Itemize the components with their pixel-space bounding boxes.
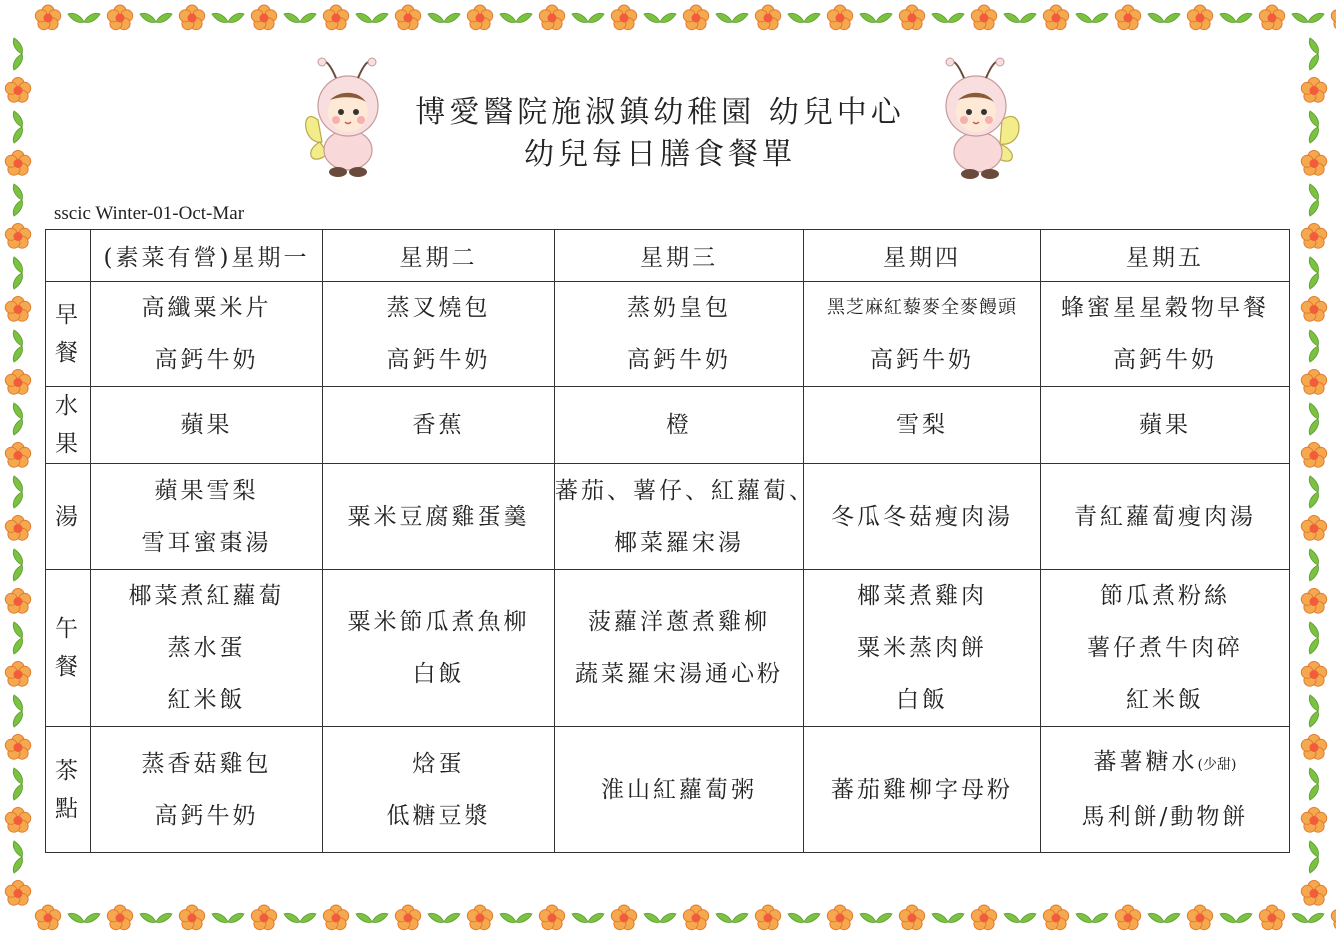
leaf-icon [428, 13, 460, 22]
leaf-icon [1309, 111, 1318, 143]
leaf-icon [572, 13, 604, 22]
menu-cell: 蘋果 [1041, 387, 1290, 464]
flower-icon [5, 589, 30, 614]
flower-icon [1301, 370, 1326, 395]
corner-cell [46, 230, 91, 282]
row-label: 早 餐 [46, 282, 91, 387]
flower-icon [1043, 5, 1068, 30]
leaf-icon [1309, 403, 1318, 435]
flower-icon [1301, 662, 1326, 687]
leaf-icon [356, 13, 388, 22]
menu-cell: 蘋果 [91, 387, 323, 464]
leaf-icon [1076, 913, 1108, 922]
leaf-icon [1309, 476, 1318, 508]
flower-icon [5, 370, 30, 395]
flower-icon [251, 905, 276, 930]
leaf-icon [428, 913, 460, 922]
flower-icon [755, 905, 780, 930]
flower-icon [107, 5, 132, 30]
leaf-icon [500, 13, 532, 22]
leaf-icon [13, 768, 22, 800]
menu-cell: 粟米豆腐雞蛋羹 [323, 464, 555, 570]
leaf-icon [68, 13, 100, 22]
leaf-icon [1292, 913, 1324, 922]
menu-cell: 蕃茄雞柳字母粉 [804, 727, 1041, 853]
flower-icon [1115, 905, 1140, 930]
flower-icon [1301, 881, 1326, 906]
leaf-icon [788, 13, 820, 22]
leaf-icon [572, 913, 604, 922]
menu-cell: 香蕉 [323, 387, 555, 464]
menu-cell: 椰菜煮紅蘿蔔 蒸水蛋 紅米飯 [91, 570, 323, 727]
menu-cell: 雪梨 [804, 387, 1041, 464]
leaf-icon [13, 330, 22, 362]
flower-icon [827, 5, 852, 30]
leaf-icon [788, 913, 820, 922]
leaf-icon [13, 403, 22, 435]
leaf-icon [13, 841, 22, 873]
leaf-icon [1309, 257, 1318, 289]
row-label: 水 果 [46, 387, 91, 464]
flower-icon [5, 735, 30, 760]
leaf-icon [13, 184, 22, 216]
table-row-fruit [46, 387, 1290, 464]
table-row-soup [46, 464, 1290, 570]
flower-icon [323, 5, 348, 30]
flower-icon [1259, 905, 1284, 930]
leaf-icon [1309, 622, 1318, 654]
leaf-icon [13, 38, 22, 70]
menu-cell: 蜂蜜星星穀物早餐 高鈣牛奶 [1041, 282, 1290, 387]
flower-icon [5, 808, 30, 833]
day-header: 星期三 [555, 230, 804, 282]
flower-icon [827, 905, 852, 930]
leaf-icon [356, 913, 388, 922]
flower-icon [1301, 443, 1326, 468]
leaf-icon [932, 913, 964, 922]
menu-cell: 節瓜煮粉絲 薯仔煮牛肉碎 紅米飯 [1041, 570, 1290, 727]
sweetness-note: (少甜) [1197, 757, 1237, 773]
flower-icon [755, 5, 780, 30]
row-label: 茶 點 [46, 727, 91, 853]
leaf-icon [1309, 549, 1318, 581]
flower-icon [971, 5, 996, 30]
flower-icon [1187, 5, 1212, 30]
flower-icon [1301, 297, 1326, 322]
leaf-icon [1220, 913, 1252, 922]
menu-cell: 椰菜煮雞肉 粟米蒸肉餅 白飯 [804, 570, 1041, 727]
row-label: 午 餐 [46, 570, 91, 727]
flower-icon [1301, 735, 1326, 760]
flower-icon [1301, 78, 1326, 103]
leaf-icon [1220, 13, 1252, 22]
flower-icon [611, 905, 636, 930]
flower-icon [35, 905, 60, 930]
menu-cell: 蒸叉燒包 高鈣牛奶 [323, 282, 555, 387]
leaf-icon [284, 13, 316, 22]
flower-icon [251, 5, 276, 30]
flower-icon [395, 905, 420, 930]
flower-icon [1301, 516, 1326, 541]
page-title [340, 92, 980, 176]
leaf-icon [716, 913, 748, 922]
leaf-icon [13, 622, 22, 654]
menu-cell: 高纖粟米片 高鈣牛奶 [91, 282, 323, 387]
menu-cell: 蒸奶皇包 高鈣牛奶 [555, 282, 804, 387]
flower-icon [395, 5, 420, 30]
leaf-icon [1004, 913, 1036, 922]
menu-code-label: sscic Winter-01-Oct-Mar [54, 203, 245, 224]
leaf-icon [1309, 330, 1318, 362]
leaf-icon [284, 913, 316, 922]
header-row [46, 230, 1290, 282]
leaf-icon [1309, 695, 1318, 727]
menu-cell: 橙 [555, 387, 804, 464]
flower-icon [5, 662, 30, 687]
leaf-icon [1309, 184, 1318, 216]
menu-cell: 冬瓜冬菇瘦肉湯 [804, 464, 1041, 570]
leaf-icon [13, 549, 22, 581]
menu-table [45, 229, 1290, 853]
leaf-icon [212, 13, 244, 22]
leaf-icon [932, 13, 964, 22]
flower-icon [1301, 224, 1326, 249]
day-header: 星期四 [804, 230, 1041, 282]
flower-icon [1301, 589, 1326, 614]
leaf-icon [13, 695, 22, 727]
table-row-breakfast [46, 282, 1290, 387]
table-row-lunch [46, 570, 1290, 727]
menu-cell: 蒸香菇雞包 高鈣牛奶 [91, 727, 323, 853]
flower-icon [5, 443, 30, 468]
row-label: 湯 [46, 464, 91, 570]
leaf-icon [13, 476, 22, 508]
flower-icon [1301, 808, 1326, 833]
flower-icon [5, 151, 30, 176]
flower-icon [5, 516, 30, 541]
flower-icon [683, 5, 708, 30]
flower-icon [5, 297, 30, 322]
flower-icon [35, 5, 60, 30]
flower-icon [323, 905, 348, 930]
leaf-icon [1148, 913, 1180, 922]
flower-icon [899, 5, 924, 30]
flower-icon [467, 5, 492, 30]
day-header: (素菜有營)星期一 [91, 230, 323, 282]
menu-cell: 蕃茄、薯仔、紅蘿蔔、 椰菜羅宋湯 [555, 464, 804, 570]
flower-icon [5, 224, 30, 249]
flower-icon [611, 5, 636, 30]
flower-icon [539, 5, 564, 30]
title-line-1: 博愛醫院施淑鎮幼稚園 幼兒中心 [415, 95, 905, 130]
menu-cell: 黑芝麻紅藜麥全麥饅頭 高鈣牛奶 [804, 282, 1041, 387]
flower-icon [539, 905, 564, 930]
leaf-icon [500, 913, 532, 922]
leaf-icon [1004, 13, 1036, 22]
leaf-icon [140, 913, 172, 922]
flower-icon [179, 5, 204, 30]
leaf-icon [860, 913, 892, 922]
flower-icon [467, 905, 492, 930]
leaf-icon [68, 913, 100, 922]
flower-icon [1187, 905, 1212, 930]
flower-icon [1043, 905, 1068, 930]
menu-cell: 菠蘿洋蔥煮雞柳 蔬菜羅宋湯通心粉 [555, 570, 804, 727]
menu-cell: 蘋果雪梨 雪耳蜜棗湯 [91, 464, 323, 570]
leaf-icon [1309, 768, 1318, 800]
flower-icon [1115, 5, 1140, 30]
flower-icon [179, 905, 204, 930]
leaf-icon [13, 111, 22, 143]
leaf-icon [140, 13, 172, 22]
menu-cell: 淮山紅蘿蔔粥 [555, 727, 804, 853]
leaf-icon [1076, 13, 1108, 22]
flower-icon [899, 905, 924, 930]
title-line-2: 幼兒每日膳食餐單 [524, 137, 796, 172]
flower-icon [1259, 5, 1284, 30]
leaf-icon [716, 13, 748, 22]
flower-icon [683, 905, 708, 930]
leaf-icon [212, 913, 244, 922]
leaf-icon [1292, 13, 1324, 22]
leaf-icon [1148, 13, 1180, 22]
flower-icon [1331, 5, 1336, 30]
flower-icon [107, 905, 132, 930]
day-header: 星期二 [323, 230, 555, 282]
flower-icon [5, 78, 30, 103]
menu-cell: 焓蛋 低糖豆漿 [323, 727, 555, 853]
leaf-icon [644, 913, 676, 922]
table-row-tea [46, 727, 1290, 853]
flower-icon [971, 905, 996, 930]
leaf-icon [860, 13, 892, 22]
leaf-icon [13, 257, 22, 289]
day-header: 星期五 [1041, 230, 1290, 282]
flower-icon [1331, 905, 1336, 930]
flower-icon [1301, 151, 1326, 176]
leaf-icon [644, 13, 676, 22]
flower-icon [5, 881, 30, 906]
leaf-icon [1309, 841, 1318, 873]
menu-cell: 青紅蘿蔔瘦肉湯 [1041, 464, 1290, 570]
menu-cell: 蕃薯糖水(少甜) 馬利餅/動物餅 [1041, 727, 1290, 853]
leaf-icon [1309, 38, 1318, 70]
menu-cell: 粟米節瓜煮魚柳 白飯 [323, 570, 555, 727]
